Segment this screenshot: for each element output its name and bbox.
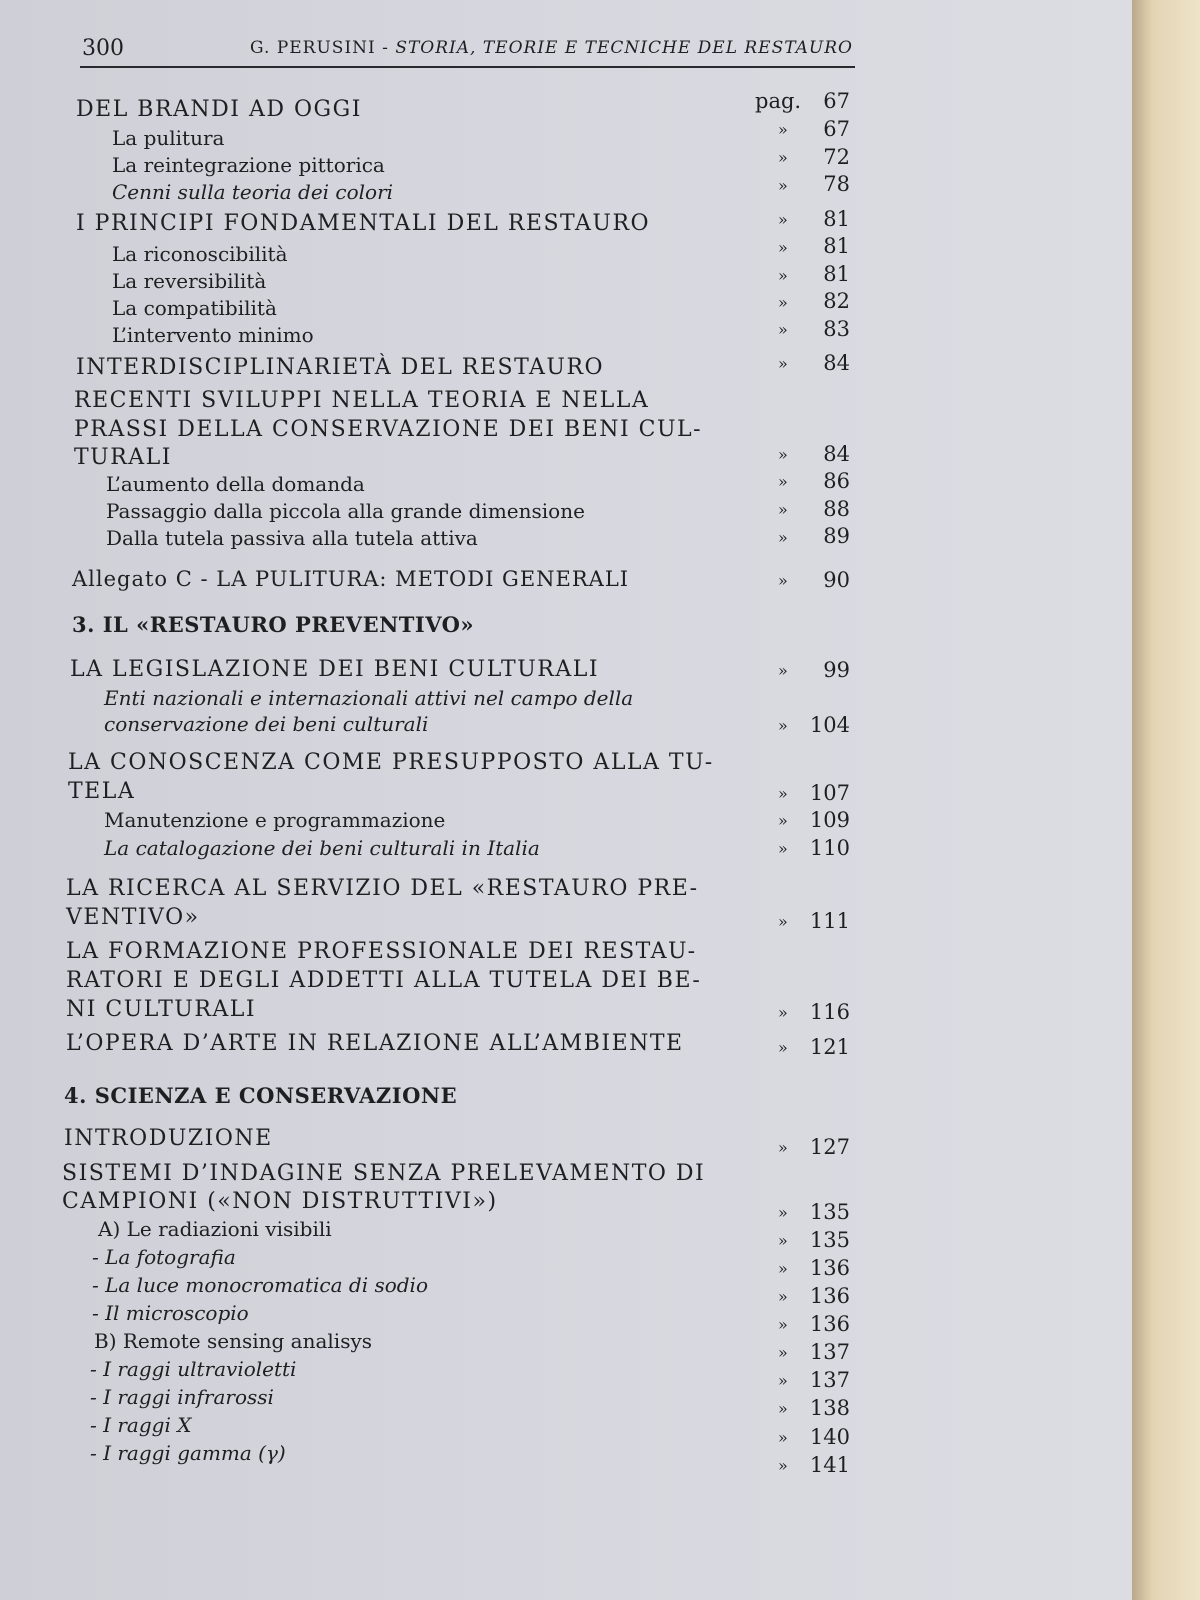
toc-entry-page: 89 — [823, 524, 850, 548]
ditto-mark: » — [778, 176, 788, 195]
toc-entry-title-line: conservazione dei beni culturali — [104, 712, 429, 736]
toc-entry-page: 136 — [809, 1256, 850, 1280]
page-number: 300 — [82, 36, 124, 61]
ditto-mark: » — [778, 210, 788, 229]
toc-entry-page: 81 — [823, 234, 850, 258]
ditto-mark: » — [778, 1428, 788, 1447]
toc-entry-title-line: TURALI — [74, 445, 172, 470]
ditto-mark: » — [778, 266, 788, 285]
toc-entry-page: 81 — [823, 262, 850, 286]
ditto-mark: » — [778, 839, 788, 858]
toc-entry-title-line: VENTIVO» — [66, 905, 200, 930]
toc-entry-page: 135 — [809, 1200, 850, 1224]
toc-entry-title: Cenni sulla teoria dei colori — [112, 180, 394, 204]
ditto-mark: » — [778, 1259, 788, 1278]
ditto-mark: » — [778, 320, 788, 339]
toc-entry-title-line: RECENTI SVILUPPI NELLA TEORIA E NELLA — [74, 388, 650, 413]
toc-entry-title-line: LA RICERCA AL SERVIZIO DEL «RESTAURO PRE- — [66, 876, 699, 901]
toc-entry-page: 88 — [823, 497, 850, 521]
toc-entry-title: La pulitura — [112, 126, 225, 150]
toc-entry-title: Allegato C - LA PULITURA: METODI GENERALI — [72, 567, 630, 591]
toc-entry-page: 109 — [809, 808, 850, 832]
toc-entry-title: Manutenzione e programmazione — [104, 808, 446, 832]
toc-entry-title: La riconoscibilità — [112, 242, 288, 266]
toc-entry-title: - I raggi infrarossi — [90, 1385, 274, 1409]
toc-entry-title: Dalla tutela passiva alla tutela attiva — [106, 526, 478, 550]
toc-entry-page: 82 — [823, 289, 850, 313]
toc-entry-title-line: PRASSI DELLA CONSERVAZIONE DEI BENI CUL- — [74, 417, 703, 442]
header-author: G. PERUSINI - — [250, 38, 396, 58]
toc-entry-page: 83 — [823, 317, 850, 341]
book-edge — [1132, 0, 1200, 1600]
toc-entry-title: - I raggi gamma (γ) — [90, 1441, 286, 1465]
toc-entry-page: 67 — [823, 89, 850, 113]
toc-entry-title-line: RATORI E DEGLI ADDETTI ALLA TUTELA DEI BE- — [66, 968, 702, 993]
toc-entry-title: B) Remote sensing analisys — [94, 1329, 373, 1353]
section-heading: 4. SCIENZA E CONSERVAZIONE — [64, 1083, 458, 1108]
toc-entry-page: 81 — [823, 207, 850, 231]
toc-entry-title: INTRODUZIONE — [64, 1126, 273, 1151]
running-header — [80, 36, 855, 68]
toc-entry-page: 136 — [809, 1312, 850, 1336]
toc-entry-title: Passaggio dalla piccola alla grande dimensione — [106, 499, 585, 523]
ditto-mark: » — [778, 1456, 788, 1475]
toc-entry-title: - Il microscopio — [92, 1301, 249, 1325]
ditto-mark: » — [778, 1399, 788, 1418]
toc-entry-page: 137 — [809, 1368, 850, 1392]
toc-entry-page: 136 — [809, 1284, 850, 1308]
ditto-mark: » — [778, 1138, 788, 1157]
toc-entry-page: 127 — [809, 1135, 850, 1159]
toc-entry-title-line: LA FORMAZIONE PROFESSIONALE DEI RESTAU- — [66, 939, 697, 964]
ditto-mark: » — [778, 445, 788, 464]
toc-entry-title-line: NI CULTURALI — [66, 997, 257, 1022]
toc-entry-page: 99 — [823, 658, 850, 682]
ditto-mark: » — [778, 1343, 788, 1362]
toc-entry-page: 140 — [809, 1425, 850, 1449]
ditto-mark: » — [778, 148, 788, 167]
toc-entry-title: I PRINCIPI FONDAMENTALI DEL RESTAURO — [76, 211, 651, 236]
toc-entry-page: 137 — [809, 1340, 850, 1364]
toc-entry-title: LA LEGISLAZIONE DEI BENI CULTURALI — [70, 657, 600, 682]
toc-entry-page: 135 — [809, 1228, 850, 1252]
ditto-mark: » — [778, 571, 788, 590]
ditto-mark: » — [778, 1371, 788, 1390]
toc-entry-page: 111 — [809, 909, 850, 933]
toc-entry-page: 110 — [809, 836, 850, 860]
ditto-mark: » — [778, 238, 788, 257]
toc-entry-page: 84 — [823, 442, 850, 466]
toc-entry-page: 141 — [809, 1453, 850, 1477]
toc-entry-page: 86 — [823, 469, 850, 493]
ditto-mark: » — [778, 1203, 788, 1222]
ditto-mark: » — [778, 1287, 788, 1306]
ditto-mark: » — [778, 912, 788, 931]
toc-entry-title: DEL BRANDI AD OGGI — [76, 97, 362, 122]
ditto-mark: » — [778, 661, 788, 680]
toc-entry-page: 84 — [823, 351, 850, 375]
ditto-mark: » — [778, 1231, 788, 1250]
ditto-mark: » — [778, 1038, 788, 1057]
section-heading: 3. IL «RESTAURO PREVENTIVO» — [72, 612, 475, 637]
ditto-mark: » — [778, 472, 788, 491]
toc-entry-title: INTERDISCIPLINARIETÀ DEL RESTAURO — [76, 355, 605, 380]
ditto-mark: » — [778, 293, 788, 312]
ditto-mark: » — [778, 784, 788, 803]
toc-entry-page: 116 — [809, 1000, 850, 1024]
toc-entry-title: La reversibilità — [112, 269, 267, 293]
toc-entry-title: L’OPERA D’ARTE IN RELAZIONE ALL’AMBIENTE — [66, 1031, 684, 1056]
toc-entry-title: - La luce monocromatica di sodio — [92, 1273, 428, 1297]
toc-entry-page: 104 — [809, 713, 850, 737]
toc-entry-title-line: Enti nazionali e internazionali attivi nel campo della — [104, 686, 634, 710]
toc-entry-page: 72 — [823, 145, 850, 169]
ditto-mark: » — [778, 716, 788, 735]
toc-entry-title: La catalogazione dei beni culturali in Italia — [104, 836, 540, 860]
ditto-mark: » — [778, 1315, 788, 1334]
ditto-mark: » — [778, 1003, 788, 1022]
toc-entry-title: La compatibilità — [112, 296, 277, 320]
toc-entry-title: La reintegrazione pittorica — [112, 153, 385, 177]
ditto-mark: » — [778, 528, 788, 547]
toc-entry-title: - I raggi ultravioletti — [90, 1357, 297, 1381]
toc-entry-title-line: LA CONOSCENZA COME PRESUPPOSTO ALLA TU- — [68, 750, 714, 775]
toc-entry-title-line: TELA — [68, 779, 136, 804]
toc-entry-title-line: CAMPIONI («NON DISTRUTTIVI») — [62, 1189, 498, 1214]
ditto-mark: » — [778, 120, 788, 139]
toc-entry-page: 78 — [823, 172, 850, 196]
toc-entry-title: L’aumento della domanda — [106, 472, 365, 496]
ditto-mark: » — [778, 354, 788, 373]
header-book-title: STORIA, TEORIE E TECNICHE DEL RESTAURO — [395, 38, 853, 58]
toc-entry-page: 67 — [823, 117, 850, 141]
toc-entry-title-line: SISTEMI D’INDAGINE SENZA PRELEVAMENTO DI — [62, 1161, 706, 1186]
toc-entry-title: L’intervento minimo — [112, 323, 314, 347]
toc-entry-page: 138 — [809, 1396, 850, 1420]
toc-entry-title: A) Le radiazioni visibili — [98, 1217, 332, 1241]
toc-entry-title: - La fotografia — [92, 1245, 236, 1269]
toc-entry-title: - I raggi X — [90, 1413, 192, 1437]
ditto-mark: » — [778, 500, 788, 519]
toc-entry-page: 90 — [823, 568, 850, 592]
toc-entry-page: 121 — [809, 1035, 850, 1059]
header-title — [250, 38, 853, 58]
ditto-mark: » — [778, 811, 788, 830]
toc-entry-page: 107 — [809, 781, 850, 805]
pag-label: pag. — [755, 89, 802, 113]
